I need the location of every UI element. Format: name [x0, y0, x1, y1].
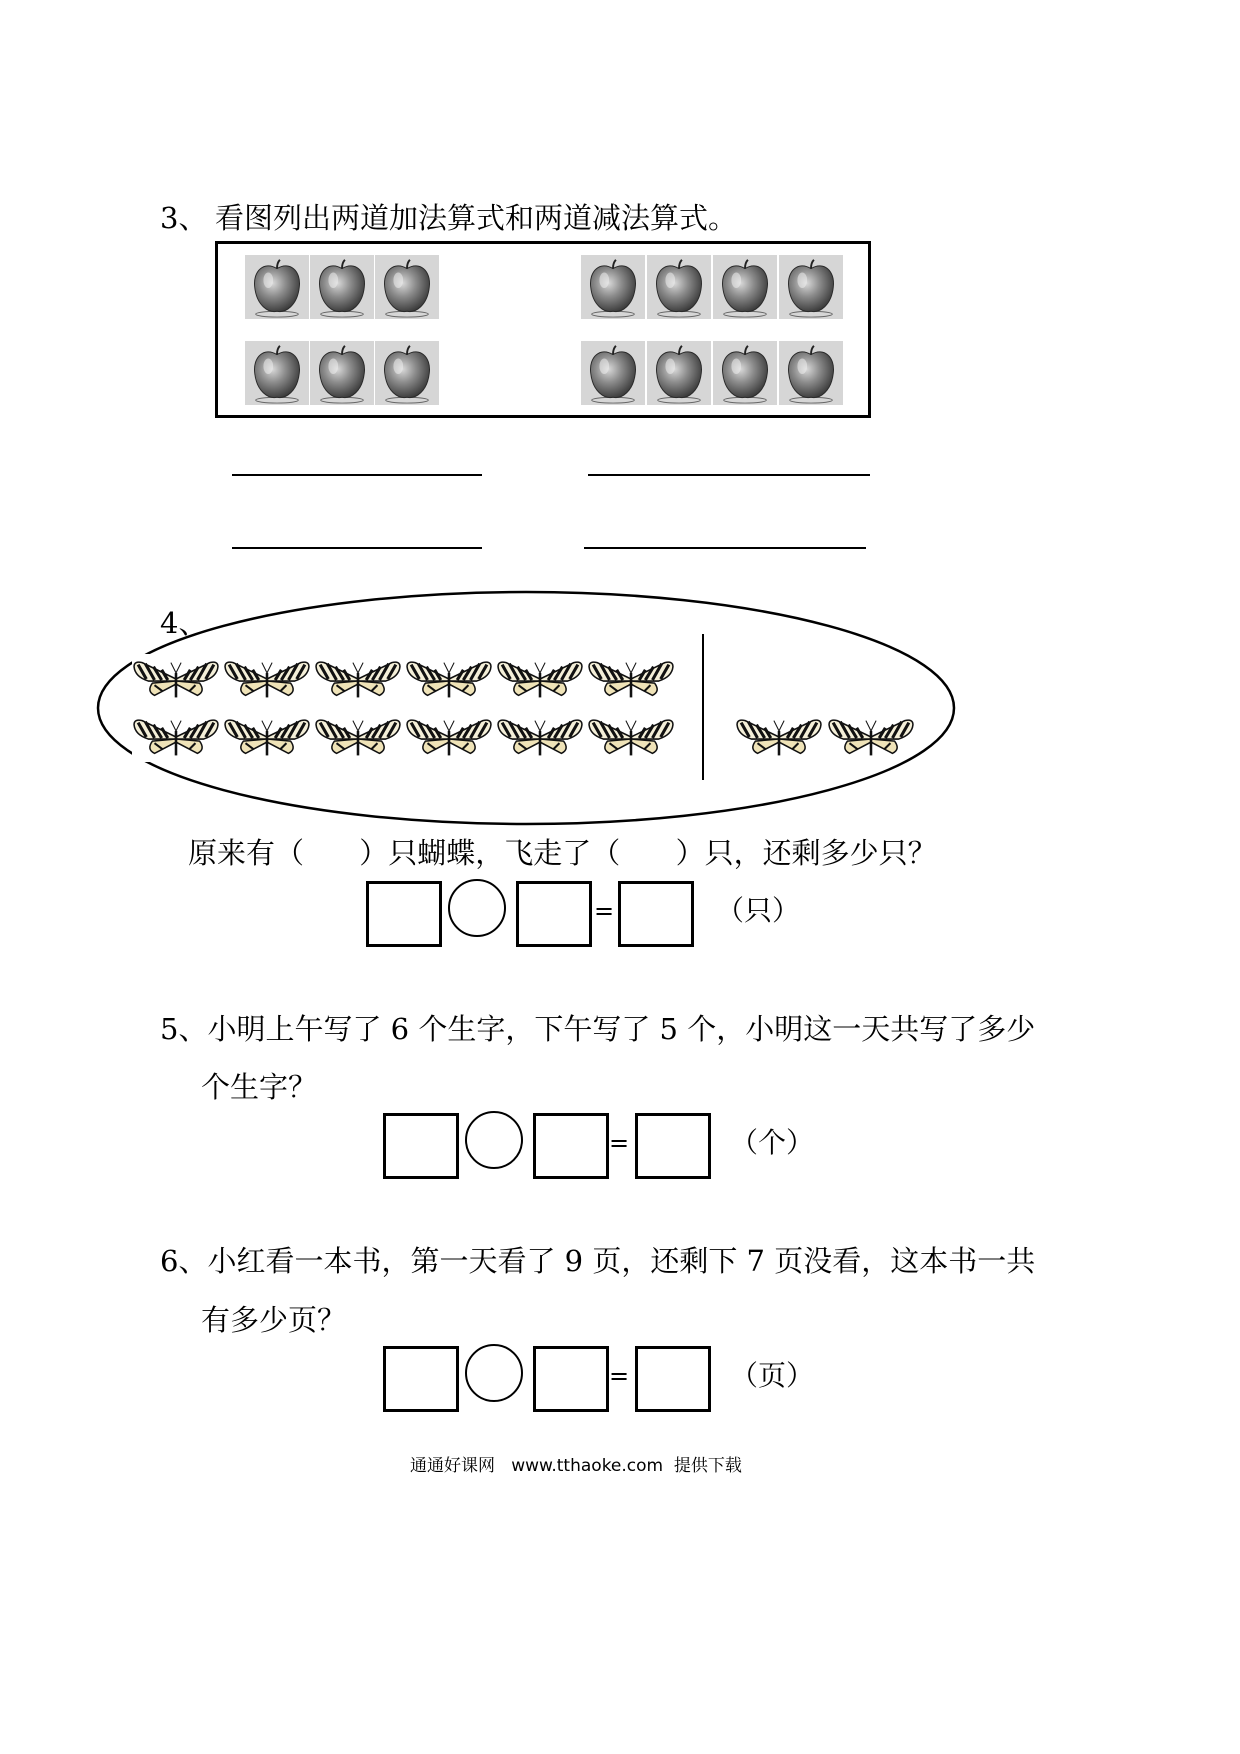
- butterfly-icon: [737, 720, 821, 755]
- q6-operand-box-1[interactable]: [383, 1346, 459, 1412]
- apple-icon: [310, 341, 374, 405]
- q6-text-line-2: 有多少页？: [201, 1303, 347, 1337]
- q5-operator-circle[interactable]: [465, 1111, 523, 1169]
- q3-answer-line-3[interactable]: [232, 547, 482, 549]
- q3-label: 3、: [160, 201, 208, 235]
- footer-text: 通通好课网 www.tthaoke.com 提供下载: [410, 1456, 742, 1476]
- apple-icon: [713, 341, 777, 405]
- q6-result-box[interactable]: [635, 1346, 711, 1412]
- butterfly-icon: [829, 720, 913, 755]
- q5-operand-box-2[interactable]: [533, 1113, 609, 1179]
- q4-question: 原来有（ ）只蝴蝶，飞走了（ ）只，还剩多少只？: [188, 836, 937, 870]
- apple-icon: [245, 255, 309, 319]
- q5-result-box[interactable]: [635, 1113, 711, 1179]
- apple-icon: [713, 255, 777, 319]
- q3-answer-line-4[interactable]: [584, 547, 866, 549]
- q4-divider: [702, 634, 704, 780]
- q4-label: 4、: [160, 606, 208, 640]
- q5-unit: （个）: [730, 1126, 815, 1159]
- apple-icon: [375, 341, 439, 405]
- q5-operand-box-1[interactable]: [383, 1113, 459, 1179]
- q4-equals-sign: =: [594, 897, 615, 925]
- apple-icon: [779, 255, 843, 319]
- q4-unit: （只）: [716, 894, 801, 927]
- q4-operator-circle[interactable]: [448, 879, 506, 937]
- q6-unit: （页）: [730, 1359, 815, 1392]
- q5-text-line-2: 个生字？: [201, 1070, 318, 1104]
- apple-icon: [581, 341, 645, 405]
- q4-butterfly-group-right: [735, 714, 917, 762]
- q4-operand-box-1[interactable]: [366, 881, 442, 947]
- q5-text-line-1: 5、小明上午写了 6 个生字，下午写了 5 个，小明这一天共写了多少: [160, 1012, 1036, 1046]
- q6-operator-circle[interactable]: [465, 1344, 523, 1402]
- q6-equals-sign: =: [609, 1362, 630, 1390]
- q3-answer-line-1[interactable]: [232, 474, 482, 476]
- apple-icon: [310, 255, 374, 319]
- apple-icon: [647, 255, 711, 319]
- apple-icon: [245, 341, 309, 405]
- apple-icon: [375, 255, 439, 319]
- q3-apple-group-left: [244, 255, 440, 407]
- apple-icon: [779, 341, 843, 405]
- q4-result-box[interactable]: [618, 881, 694, 947]
- q4-operand-box-2[interactable]: [516, 881, 592, 947]
- q5-equals-sign: =: [609, 1129, 630, 1157]
- apple-icon: [581, 255, 645, 319]
- q6-operand-box-2[interactable]: [533, 1346, 609, 1412]
- q3-apple-group-right: [580, 255, 844, 407]
- q4-butterfly-group-left: [132, 654, 678, 762]
- q3-answer-line-2[interactable]: [588, 474, 870, 476]
- apple-icon: [647, 341, 711, 405]
- q3-text: 看图列出两道加法算式和两道减法算式。: [215, 201, 738, 235]
- q6-text-line-1: 6、小红看一本书，第一天看了 9 页，还剩下 7 页没看，这本书一共: [160, 1244, 1036, 1278]
